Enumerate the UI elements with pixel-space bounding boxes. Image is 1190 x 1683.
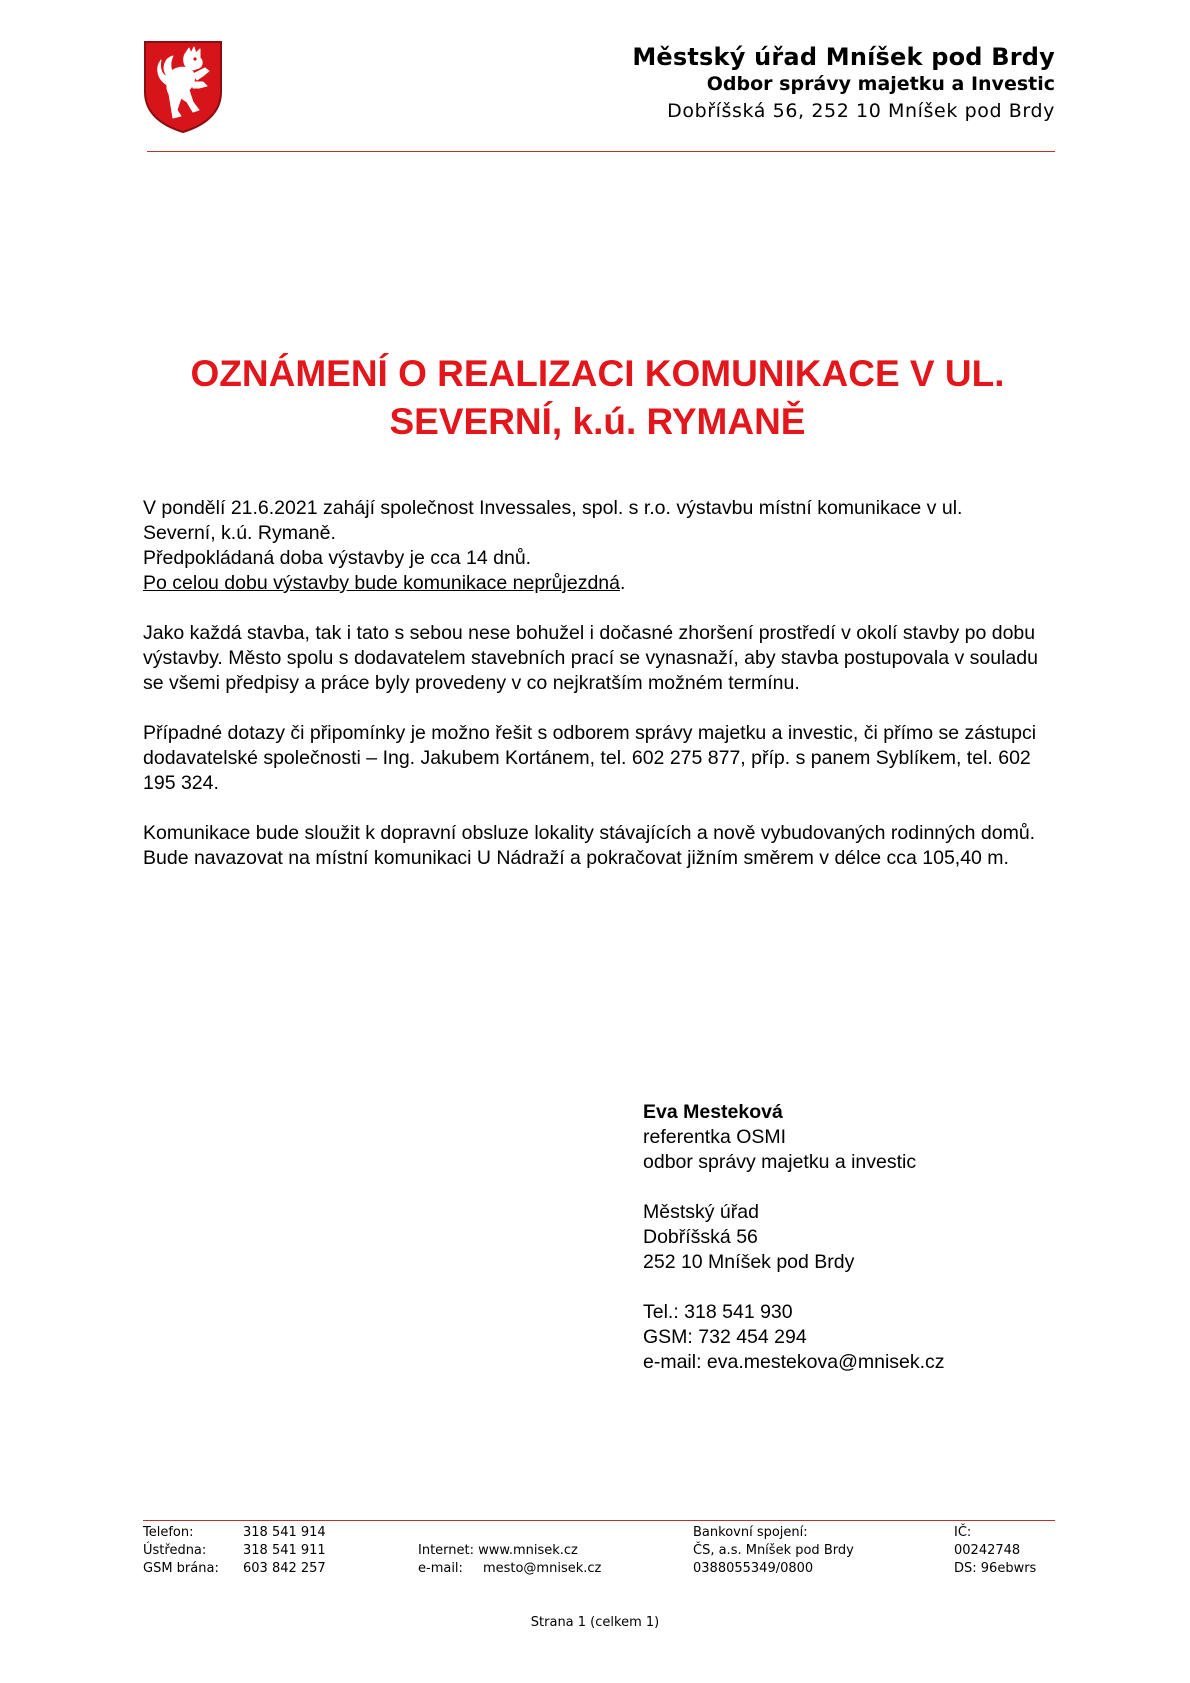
gsm-label: GSM brána: [143,1561,219,1576]
signature-person [643,1100,945,1175]
telefon-value: 318 541 914 [243,1525,326,1540]
signature-tel: Tel.: 318 541 930 [643,1301,793,1323]
title-line-2: SEVERNÍ, k.ú. RYMANĚ [389,401,806,442]
p1-line-4-period: . [619,572,626,594]
ustredna-label: Ústředna: [143,1543,207,1558]
telefon-label: Telefon: [143,1525,194,1540]
paragraph-3: Případné dotazy či připomínky je možno řešit s odborem správy majetku a investic, či přímo se zástupci dodavatelské společnosti – Ing. Jakubem Kortánem, tel. 602 275 877, příp. s panem Syblíkem, tel. 602 195 324. [143,722,1037,794]
signature-street: Dobříšská 56 [643,1226,758,1248]
email-label: e-mail: [418,1561,463,1576]
p1-line-2: Severní, k.ú. Rymaně. [143,522,336,544]
signature-address [643,1200,945,1275]
office-address: Dobříšská 56, 252 10 Mníšek pod Brdy [667,100,1055,122]
signatory-role: referentka OSMI [643,1126,787,1148]
footer-email-row [418,1560,601,1578]
email-value: mesto@mnisek.cz [482,1561,602,1576]
bank-account: 0388055349/0800 [693,1561,814,1576]
department-name: Odbor správy majetku a Investic [706,73,1055,95]
bank-name: ČS, a.s. Mníšek pod Brdy [693,1543,854,1558]
title-line-1: OZNÁMENÍ O REALIZACI KOMUNIKACE V UL. [190,353,1005,394]
ic-label: IČ: [954,1525,972,1540]
footer-bank [693,1524,854,1578]
footer-phone-values [243,1524,326,1578]
p1-line-1: V pondělí 21.6.2021 zahájí společnost Invessales, spol. s r.o. výstavbu místní komunikace v ul. [143,497,963,519]
footer-web [418,1542,601,1578]
bank-label: Bankovní spojení: [693,1525,808,1540]
internet-text: Internet: www.mnisek.cz [418,1543,578,1558]
office-name: Městský úřad Mníšek pod Brdy [632,43,1055,71]
notice-title [140,350,1055,446]
signatory-name: Eva Mesteková [643,1101,783,1123]
signature-block [643,1100,945,1400]
ustredna-value: 318 541 911 [243,1543,326,1558]
paragraph-2: Jako každá stavba, tak i tato s sebou nese bohužel i dočasné zhoršení prostředí v okolí stavby po dobu výstavby. Město spolu s dodavatelem stavebních prací se vynasnaží, aby stavba postupovala v souladu se všemi předpisy a práce byly provedeny v co nejkratším možném termínu. [143,622,1038,694]
footer-ids [954,1524,1036,1578]
page-number: Strana 1 (celkem 1) [530,1615,660,1630]
signature-contacts [643,1300,945,1375]
signature-email: e-mail: eva.mestekova@mnisek.cz [643,1351,945,1373]
p1-line-3: Předpokládaná doba výstavby je cca 14 dnů. [143,547,532,569]
notice-body [143,496,1063,896]
header-divider [147,151,1055,152]
signature-city: 252 10 Mníšek pod Brdy [643,1251,855,1273]
signature-gsm: GSM: 732 454 294 [643,1326,807,1348]
ds-value: DS: 96ebwrs [954,1561,1037,1576]
paragraph-4: Komunikace bude sloužit k dopravní obsluze lokality stávajících a nově vybudovaných rodinných domů. Bude navazovat na místní komunikaci U Nádraží a pokračovat jižním směrem v délce cca 105,40 m. [143,822,1036,869]
signature-office: Městský úřad [643,1201,759,1223]
footer-divider [143,1520,1055,1521]
coat-of-arms-logo [143,40,223,134]
letterhead [632,44,1055,125]
footer-phone-labels [143,1524,219,1578]
paragraph-1 [143,496,1063,596]
p1-line-4-underlined: Po celou dobu výstavby bude komunikace neprůjezdná [143,572,620,594]
gsm-value: 603 842 257 [243,1561,326,1576]
ic-value: 00242748 [954,1543,1021,1558]
signatory-department: odbor správy majetku a investic [643,1151,917,1173]
